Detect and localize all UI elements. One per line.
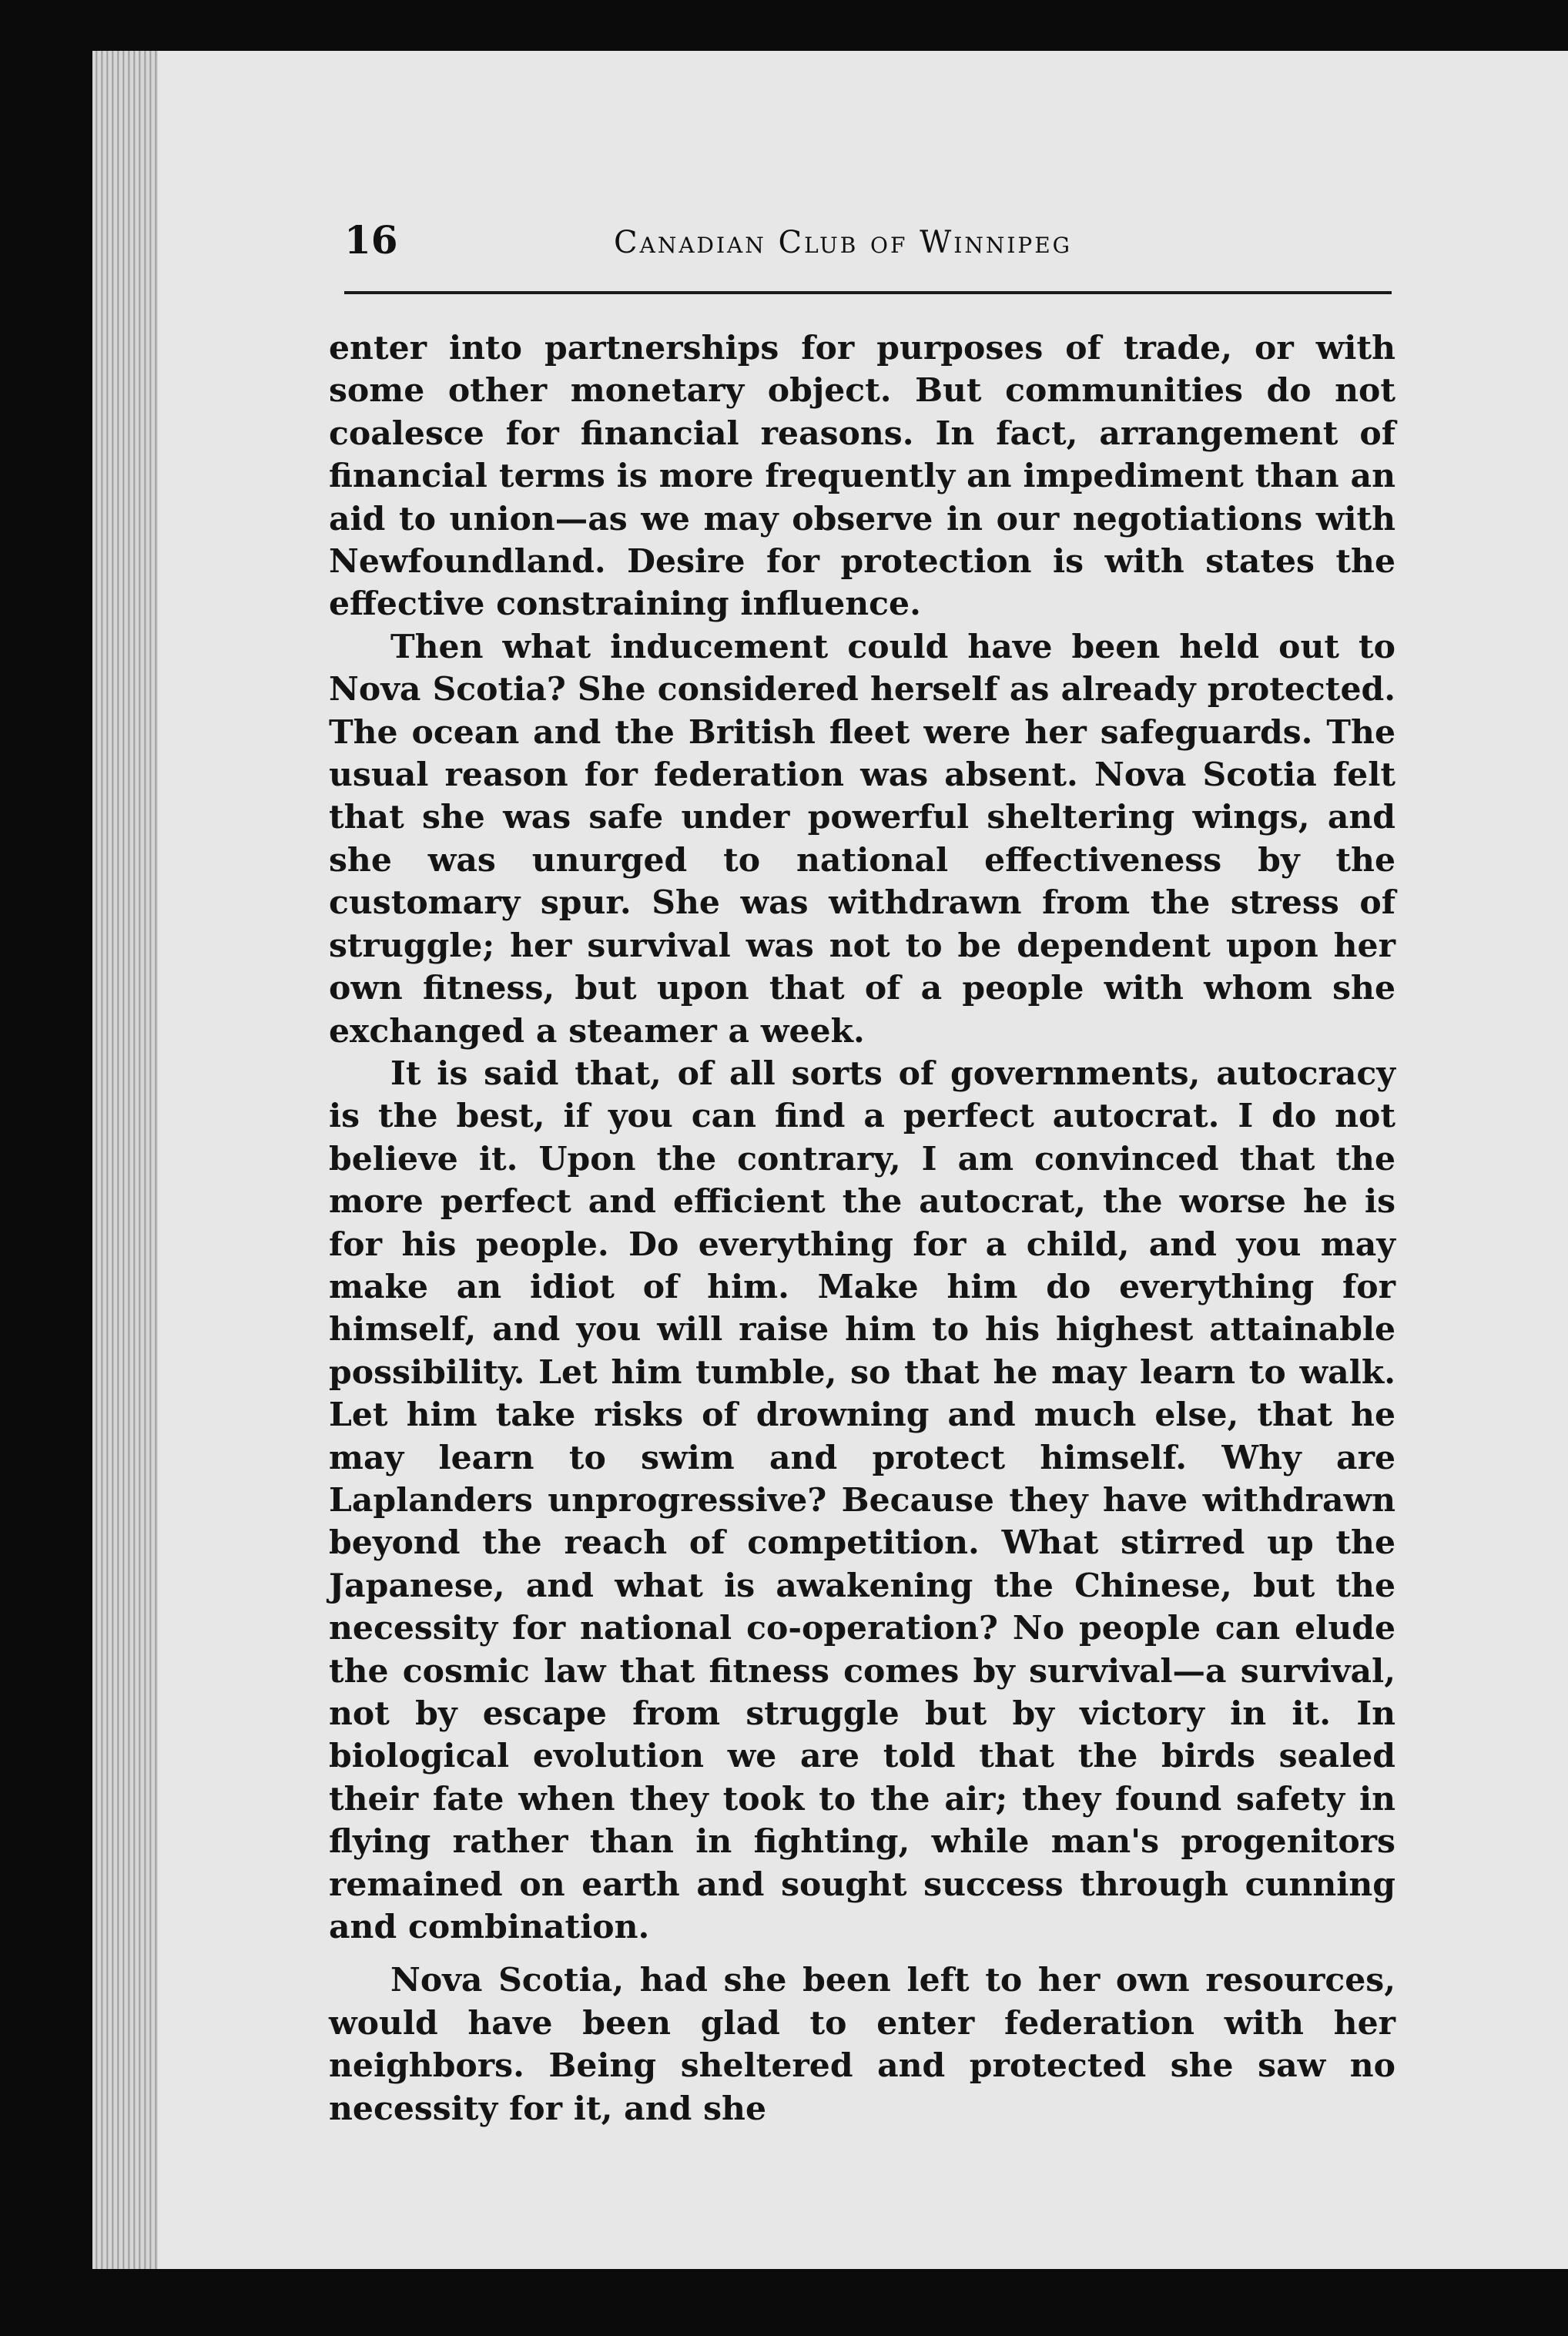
running-title: Canadian Club of Winnipeg: [614, 225, 1073, 260]
header-rule: [344, 291, 1392, 294]
page-number: 16: [344, 217, 398, 263]
running-header: [344, 217, 1392, 279]
page-edges: [92, 51, 163, 2269]
paragraph-3: It is said that, of all sorts of governments, autocracy is the best, if you can find a perfect autocrat. I do not believe it. Upon the contrary, I am convinced that the more perfect and efficient the autocrat, the worse he is for his people. Do everything for a child, and you may make an idiot of him. Make him do everything for himself, and you will raise him to his highest attainable possibility. Let him tumble, so that he may learn to walk. Let him take risks of drowning and much else, that he may learn to swim and protect himself. Why are Laplanders unprogressive? Because they have withdrawn beyond the reach of competition. What stirred up the Japanese, and what is awakening the Chinese, but the necessity for national co-operation? No people can elude the cosmic law that fitness comes by survival—a survival, not by escape from struggle but by victory in it. In biological evolution we are told that the birds sealed their fate when they took to the air; they found safety in flying rather than in fighting, while man's progenitors remained on earth and sought success through cunning and combination.: [329, 1054, 1395, 1947]
body-text: [329, 327, 1395, 2130]
bottom-shadow: [92, 2269, 1568, 2336]
paragraph-2: Then what inducement could have been held out to Nova Scotia? She considered herself as already protected. The ocean and the British fleet were her safeguards. The usual reason for federation was absent. Nova Scotia felt that she was safe under powerful sheltering wings, and she was unurged to national effectiveness by the customary spur. She was withdrawn from the stress of struggle; her survival was not to be dependent upon her own fitness, but upon that of a people with whom she exchanged a steamer a week.: [329, 627, 1395, 1051]
paragraph-1: enter into partnerships for purposes of trade, or with some other monetary object. But communities do not coalesce for financial reasons. In fact, arrangement of financial terms is more frequently an impediment than an aid to union—as we may observe in our negotiations with Newfoundland. Desire for protection is with states the effective constraining influence.: [329, 329, 1395, 624]
paragraph-4: Nova Scotia, had she been left to her own resources, would have been glad to enter federation with her neighbors. Being sheltered and protected she saw no necessity for it, and she: [329, 1961, 1395, 2128]
